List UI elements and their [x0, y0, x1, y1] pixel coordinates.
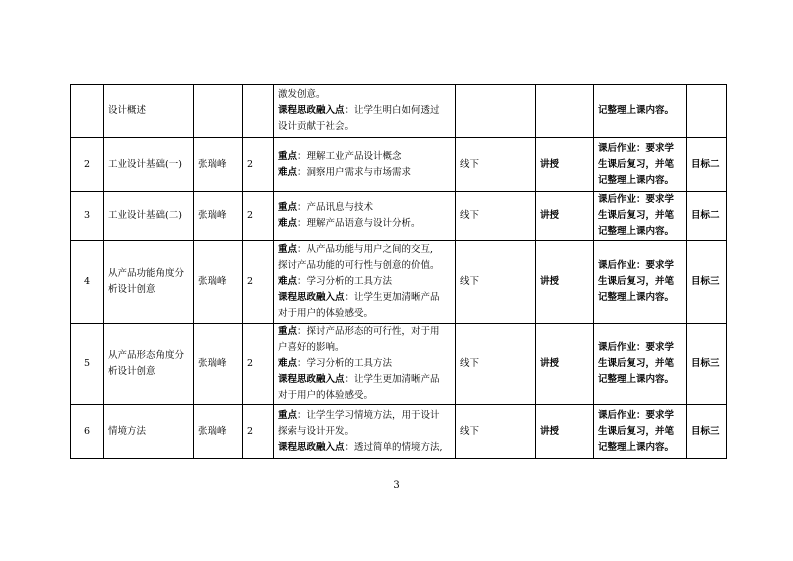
- content-line: 探讨产品功能的可行性与创意的价值。: [278, 260, 440, 271]
- homework-line: 课后作业：要求学: [598, 260, 675, 271]
- content-label: 重点: [278, 409, 298, 421]
- table-row: [71, 405, 727, 459]
- session-number-cell: 2: [71, 138, 104, 192]
- topic-title-line: 情境方法: [108, 425, 147, 437]
- teaching-mode-cell: [456, 85, 536, 138]
- teaching-method-cell: 讲授: [536, 241, 594, 324]
- content-cell: [274, 192, 456, 241]
- teaching-method-cell: 讲授: [536, 324, 594, 405]
- homework-line: 生课后复习，并笔: [598, 210, 675, 221]
- content-line: 对于用户的体验感受。: [278, 308, 374, 319]
- homework-cell: [594, 192, 687, 241]
- topic-title-line: 工业设计基础(一): [108, 158, 182, 170]
- homework-cell: [594, 405, 687, 459]
- content-label: 重点: [278, 150, 298, 162]
- topic-title-cell: [104, 241, 194, 324]
- homework-cell: [594, 241, 687, 324]
- teacher-cell: 张瑞峰: [194, 138, 243, 192]
- hours-cell: 2: [243, 241, 274, 324]
- teacher-cell: 张瑞峰: [194, 324, 243, 405]
- session-number-cell: [71, 85, 104, 138]
- content-line: 重点：产品讯息与技术: [278, 202, 374, 213]
- course-goal-cell: [687, 85, 727, 138]
- content-line: 课程思政融入点：让学生更加清晰产品: [278, 374, 440, 385]
- content-label: 课程思政融入点: [278, 105, 345, 116]
- course-goal-cell: 目标二: [687, 138, 727, 192]
- teaching-method-cell: 讲授: [536, 192, 594, 241]
- course-goal-cell: 目标三: [687, 324, 727, 405]
- content-label: 课程思政融入点: [278, 441, 345, 453]
- teacher-cell: 张瑞峰: [194, 192, 243, 241]
- teaching-method-cell: [536, 85, 594, 138]
- course-goal-cell: 目标三: [687, 241, 727, 324]
- homework-line: 记整理上课内容。: [598, 292, 675, 303]
- teaching-mode-cell: 线下: [456, 138, 536, 192]
- content-label: 课程思政融入点: [278, 292, 345, 303]
- content-line: 重点：理解工业产品设计概念: [278, 150, 402, 162]
- homework-line: 记整理上课内容。: [598, 174, 675, 186]
- table-row: [71, 192, 727, 241]
- content-cell: [274, 138, 456, 192]
- content-label: 难点: [278, 358, 298, 369]
- content-cell: [274, 241, 456, 324]
- content-line: 课程思政融入点：让学生更加清晰产品: [278, 292, 440, 303]
- session-number-cell: 5: [71, 324, 104, 405]
- content-line: 探索与设计开发。: [278, 425, 355, 437]
- content-line: 重点：让学生学习情境方法，用于设计: [278, 409, 440, 421]
- content-line: 激发创意。: [278, 89, 326, 100]
- session-number-cell: 4: [71, 241, 104, 324]
- hours-cell: 2: [243, 405, 274, 459]
- course-goal-cell: 目标二: [687, 192, 727, 241]
- content-line: 难点：学习分析的工具方法: [278, 276, 393, 287]
- content-line: 课程思政融入点：透过简单的情境方法,: [278, 441, 443, 453]
- homework-cell: [594, 324, 687, 405]
- content-label: 难点: [278, 218, 298, 229]
- homework-line: 课后作业：要求学: [598, 194, 675, 205]
- content-label: 重点: [278, 326, 298, 337]
- content-label: 重点: [278, 202, 298, 213]
- content-label: 课程思政融入点: [278, 374, 345, 385]
- homework-line: 生课后复习，并笔: [598, 158, 675, 170]
- topic-title-line: 从产品功能角度分: [108, 268, 185, 279]
- topic-title-line: 析设计创意: [108, 284, 156, 295]
- teacher-cell: [194, 85, 243, 138]
- content-line: 对于用户的体验感受。: [278, 390, 374, 401]
- table-row: [71, 241, 727, 324]
- homework-line: 记整理上课内容。: [598, 105, 675, 116]
- homework-line: 生课后复习，并笔: [598, 276, 675, 287]
- teaching-mode-cell: 线下: [456, 405, 536, 459]
- homework-line: 记整理上课内容。: [598, 226, 675, 237]
- content-line: 难点：理解产品语意与设计分析。: [278, 218, 421, 229]
- topic-title-cell: [104, 138, 194, 192]
- homework-cell: [594, 85, 687, 138]
- topic-title-line: 析设计创意: [108, 366, 156, 377]
- topic-title-cell: [104, 85, 194, 138]
- content-line: 重点：从产品功能与用户之间的交互,: [278, 244, 434, 255]
- hours-cell: 2: [243, 138, 274, 192]
- session-number-cell: 6: [71, 405, 104, 459]
- content-line: 课程思政融入点：让学生明白如何透过: [278, 105, 440, 116]
- topic-title-cell: [104, 405, 194, 459]
- content-label: 难点: [278, 276, 298, 287]
- homework-line: 生课后复习，并笔: [598, 358, 675, 369]
- topic-title-line: 工业设计基础(二): [108, 210, 182, 221]
- session-number-cell: 3: [71, 192, 104, 241]
- homework-line: 课后作业：要求学: [598, 342, 675, 353]
- content-line: 户喜好的影响。: [278, 342, 345, 353]
- topic-title-line: 设计概述: [108, 105, 147, 116]
- table-row: [71, 324, 727, 405]
- teaching-mode-cell: 线下: [456, 241, 536, 324]
- hours-cell: 2: [243, 324, 274, 405]
- homework-line: 记整理上课内容。: [598, 374, 675, 385]
- course-goal-cell: 目标三: [687, 405, 727, 459]
- table-row: [71, 138, 727, 192]
- teaching-method-cell: 讲授: [536, 138, 594, 192]
- homework-line: 课后作业：要求学: [598, 142, 675, 154]
- course-schedule-table: [70, 84, 727, 459]
- homework-line: 课后作业：要求学: [598, 409, 675, 421]
- table-row: [71, 85, 727, 138]
- topic-title-line: 从产品形态角度分: [108, 350, 185, 361]
- homework-cell: [594, 138, 687, 192]
- teacher-cell: 张瑞峰: [194, 405, 243, 459]
- page-number: 3: [393, 480, 400, 491]
- topic-title-cell: [104, 324, 194, 405]
- content-line: 难点：洞察用户需求与市场需求: [278, 166, 412, 178]
- teacher-cell: 张瑞峰: [194, 241, 243, 324]
- content-cell: [274, 324, 456, 405]
- teaching-method-cell: 讲授: [536, 405, 594, 459]
- hours-cell: [243, 85, 274, 138]
- content-label: 难点: [278, 166, 298, 178]
- content-label: 重点: [278, 244, 298, 255]
- content-cell: [274, 405, 456, 459]
- teaching-mode-cell: 线下: [456, 192, 536, 241]
- homework-line: 生课后复习，并笔: [598, 425, 675, 437]
- topic-title-cell: [104, 192, 194, 241]
- content-line: 难点：学习分析的工具方法: [278, 358, 393, 369]
- homework-line: 记整理上课内容。: [598, 441, 675, 453]
- teaching-mode-cell: 线下: [456, 324, 536, 405]
- hours-cell: 2: [243, 192, 274, 241]
- content-line: 重点：探讨产品形态的可行性，对于用: [278, 326, 440, 337]
- content-line: 设计贡献于社会。: [278, 121, 355, 132]
- content-cell: [274, 85, 456, 138]
